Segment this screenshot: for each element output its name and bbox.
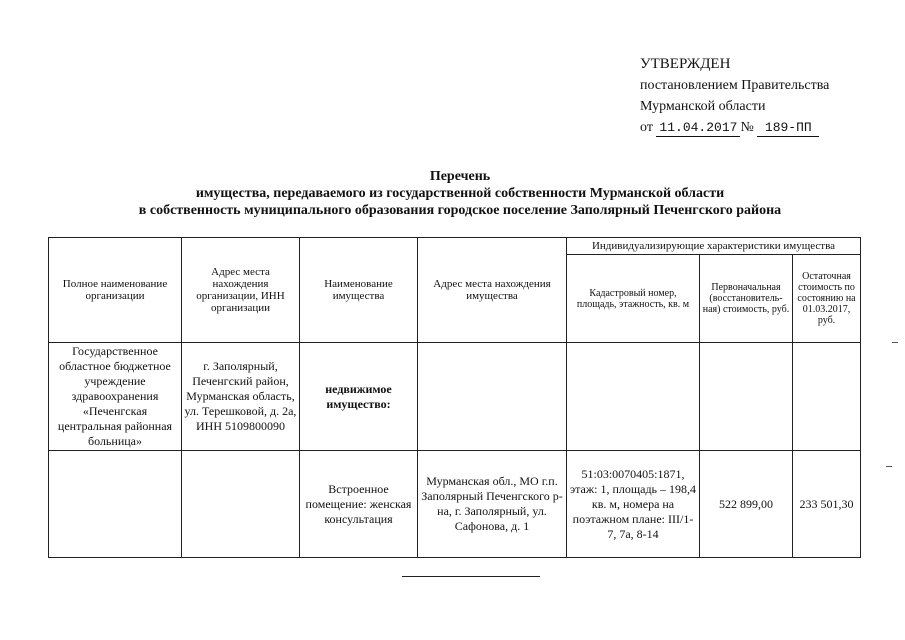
approval-date-line [640,117,890,138]
row1-empty-cadastral [567,343,700,451]
row1-org-name: Государственное областное бюджетное учреждение здравоохранения «Печенгская центральная районная больница» [49,343,182,451]
row1-empty-address [418,343,567,451]
title-line-1: Перечень [429,169,491,184]
header-property-address: Адрес места нахождения имущества [418,238,567,343]
scan-mark [886,466,892,467]
approval-line-2: Мурманской области [640,99,766,114]
approval-block [640,54,890,138]
row1-empty-initial [700,343,793,451]
header-property-name: Наименование имущества [300,238,418,343]
row1-empty-residual [793,343,861,451]
document-title [60,168,860,219]
table-row [49,343,861,451]
property-table [48,237,861,558]
approval-heading: УТВЕРЖДЕН [640,56,731,72]
header-residual-cost: Остаточная стоимость по состоянию на 01.03.2017, руб. [793,255,861,343]
row2-property-address: Мурманская обл., МО г.п. Заполярный Печенгского р-на, г. Заполярный, ул. Сафонова, д. 1 [418,451,567,558]
approval-line-1: постановлением Правительства [640,78,830,93]
header-initial-cost: Первоначальная (восстановитель-ная) стоимость, руб. [700,255,793,343]
approval-prefix: от [640,120,653,135]
header-org-address: Адрес места нахождения организации, ИНН организации [182,238,300,343]
row1-org-address: г. Заполярный, Печенгский район, Мурманская область, ул. Терешковой, д. 2а, ИНН 5109800090 [182,343,300,451]
title-line-2: имущества, передаваемого из государственной собственности Мурманской области [195,186,725,201]
approval-number: 189-ПП [757,120,819,137]
header-group: Индивидуализирующие характеристики имущества [567,238,861,255]
row2-cadastral: 51:03:0070405:1871, этаж: 1, площадь – 198,4 кв. м, номера на поэтажном плане: III/1-7, 7а, 8-14 [567,451,700,558]
approval-date: 11.04.2017 [656,120,740,137]
title-line-3: в собственность муниципального образования городское поселение Заполярный Печенгского района [138,203,782,218]
row2-property-name: Встроенное помещение: женская консультация [300,451,418,558]
row2-empty-org-address [182,451,300,558]
row2-residual-cost: 233 501,30 [793,451,861,558]
row2-initial-cost: 522 899,00 [700,451,793,558]
header-cadastral: Кадастровый номер, площадь, этажность, кв. м [567,255,700,343]
row2-empty-org [49,451,182,558]
table-row [49,451,861,558]
closing-divider [402,576,540,577]
row1-property-name: недвижимое имущество: [300,343,418,451]
header-row-1 [49,238,861,255]
scan-mark [892,342,898,343]
header-org-name: Полное наименование организации [49,238,182,343]
approval-number-sign: № [740,120,754,135]
